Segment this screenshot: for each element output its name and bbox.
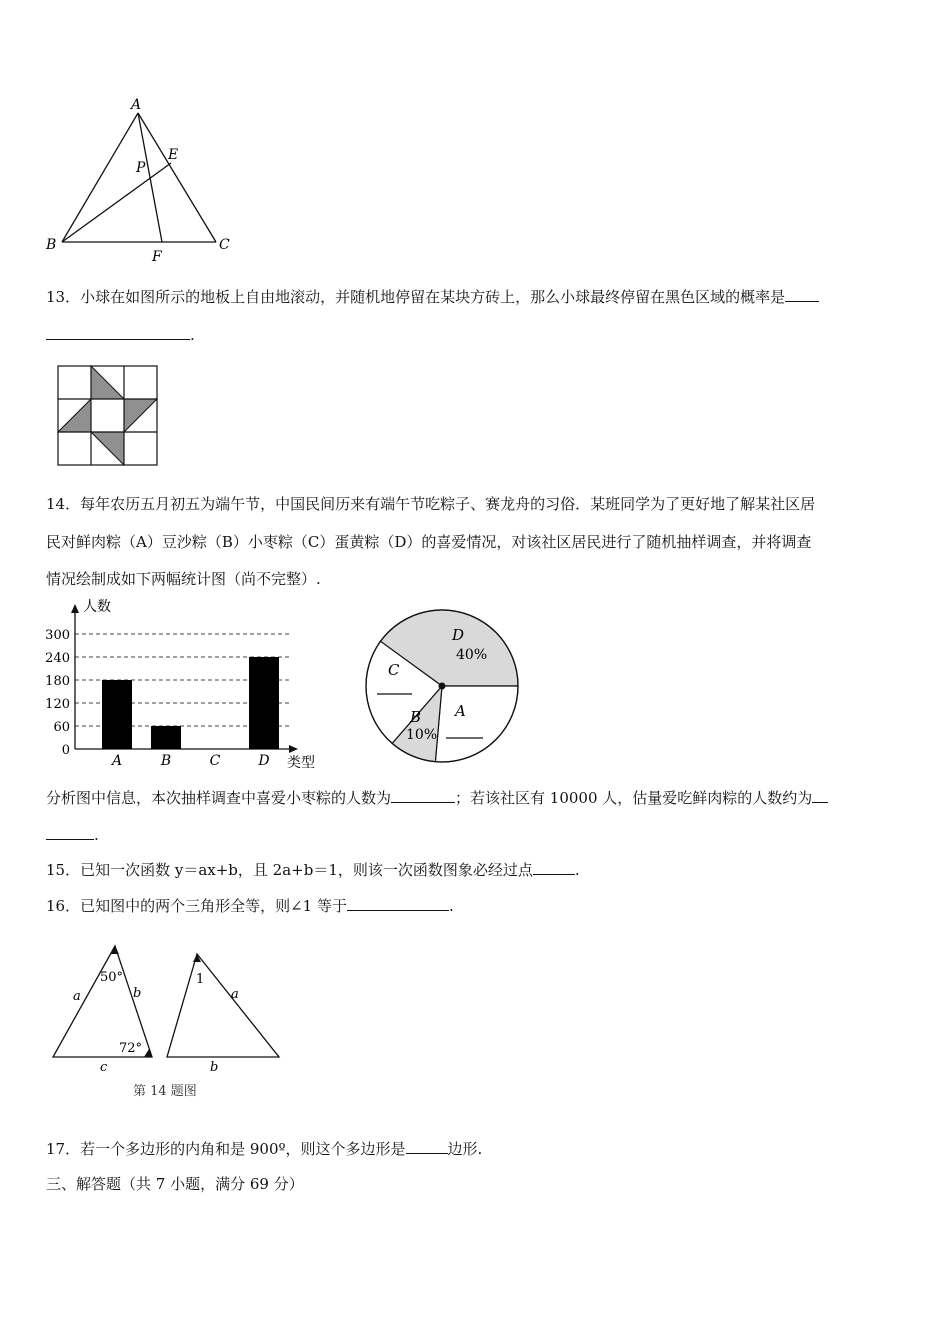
y-tick-label: 120 bbox=[45, 697, 70, 712]
q13-blank-b bbox=[46, 325, 190, 340]
q14-line-3: 情况绘制成如下两幅统计图（尚不完整）. bbox=[46, 570, 321, 588]
y-tick-label: 60 bbox=[53, 720, 70, 735]
q15-question: 15．已知一次函数 y＝ax+b，且 2a+b＝1，则该一次函数图象必经过点 bbox=[46, 861, 533, 879]
x-axis-label: 类型 bbox=[287, 755, 315, 771]
category-label: A bbox=[111, 753, 123, 769]
pie-label-A: A bbox=[455, 702, 466, 720]
q13-question: 13．小球在如图所示的地板上自由地滚动，并随机地停留在某块方砖上，那么小球最终停留在黑色区域的概率是 bbox=[46, 288, 786, 306]
bar-B bbox=[151, 726, 181, 749]
q16-blank bbox=[347, 896, 449, 911]
q13-text-cont bbox=[46, 325, 195, 345]
q14-analysis-b: ；若该社区有 10000 人，估量爱吃鲜肉粽的人数约为 bbox=[455, 789, 813, 807]
y-tick-label: 0 bbox=[61, 743, 70, 758]
y-tick-label: 240 bbox=[45, 651, 70, 666]
q17-text bbox=[46, 1139, 482, 1159]
category-label: D bbox=[258, 753, 270, 769]
figure-caption: 第 14 题图 bbox=[133, 1084, 197, 1099]
label-b: B bbox=[46, 237, 57, 253]
pie-slice-A bbox=[435, 686, 518, 762]
q17-question-b: 边形. bbox=[447, 1140, 483, 1158]
q14-analysis bbox=[46, 788, 828, 808]
label-e: E bbox=[168, 147, 179, 163]
y-axis-label: 人数 bbox=[83, 599, 111, 615]
pie-label-C: C bbox=[388, 661, 400, 679]
x-axis-arrow bbox=[289, 745, 298, 753]
q17-question-a: 17．若一个多边形的内角和是 900º，则这个多边形是 bbox=[46, 1140, 406, 1158]
label-p: P bbox=[136, 160, 146, 176]
pie-label-D: D bbox=[452, 626, 465, 644]
q14-analysis-a: 分析图中信息，本次抽样调查中喜爱小枣粽的人数为 bbox=[46, 789, 392, 807]
bar-D bbox=[249, 657, 279, 749]
q13-end: . bbox=[190, 326, 195, 344]
q14-blank-2a bbox=[812, 788, 828, 803]
category-label: C bbox=[209, 753, 221, 769]
side-b1-label: b bbox=[133, 986, 142, 1001]
q16-question: 16．已知图中的两个三角形全等，则∠1 等于 bbox=[46, 897, 347, 915]
q17-blank bbox=[406, 1139, 448, 1154]
bar-chart bbox=[40, 595, 330, 775]
label-a: A bbox=[131, 97, 142, 113]
q14-line-2: 民对鲜肉粽（A）豆沙粽（B）小枣粽（C）蛋黄粽（D）的喜爱情况，对该社区居民进行了随机抽样调查，并将调查 bbox=[46, 533, 812, 551]
section-3-heading: 三、解答题（共 7 小题，满分 69 分） bbox=[46, 1175, 304, 1193]
pie-percent-B: 10% bbox=[406, 727, 438, 743]
q14-end: . bbox=[94, 826, 99, 844]
q14-blank-2b bbox=[46, 825, 94, 840]
label-c: C bbox=[219, 237, 230, 253]
side-a2-label: a bbox=[231, 987, 239, 1002]
q13-blank-a bbox=[785, 287, 819, 302]
y-tick-label: 180 bbox=[45, 674, 70, 689]
triangle-figure bbox=[40, 95, 240, 270]
q15-text bbox=[46, 860, 580, 880]
bar-A bbox=[102, 680, 132, 749]
q15-blank bbox=[533, 860, 575, 875]
pie-label-B: B bbox=[410, 708, 422, 726]
q14-line-1: 14．每年农历五月初五为端午节，中国民间历来有端午节吃粽子、赛龙舟的习俗．某班同学为了更好地了解某社区居 bbox=[46, 495, 816, 513]
q13-text bbox=[46, 287, 819, 307]
q15-end: . bbox=[574, 861, 580, 879]
side-b2-label: b bbox=[210, 1060, 219, 1075]
side-a1-label: a bbox=[73, 989, 81, 1004]
y-axis-arrow bbox=[71, 604, 79, 613]
q14-analysis-cont bbox=[46, 825, 99, 845]
q16-text bbox=[46, 896, 454, 916]
angle-1-label: 1 bbox=[196, 972, 205, 987]
q16-end: . bbox=[448, 897, 454, 915]
angle-50-label: 50° bbox=[100, 970, 124, 985]
pie-chart bbox=[360, 608, 530, 768]
side-c1-label: c bbox=[100, 1060, 108, 1075]
pie-percent-D: 40% bbox=[456, 647, 488, 663]
y-tick-label: 300 bbox=[45, 628, 70, 643]
congruent-triangles-figure bbox=[45, 940, 295, 1105]
q14-blank-1 bbox=[391, 788, 455, 803]
floor-tile-figure bbox=[57, 365, 159, 467]
angle-72-label: 72° bbox=[119, 1041, 143, 1056]
pie-center bbox=[439, 683, 446, 690]
label-f: F bbox=[152, 249, 162, 265]
category-label: B bbox=[160, 753, 172, 769]
